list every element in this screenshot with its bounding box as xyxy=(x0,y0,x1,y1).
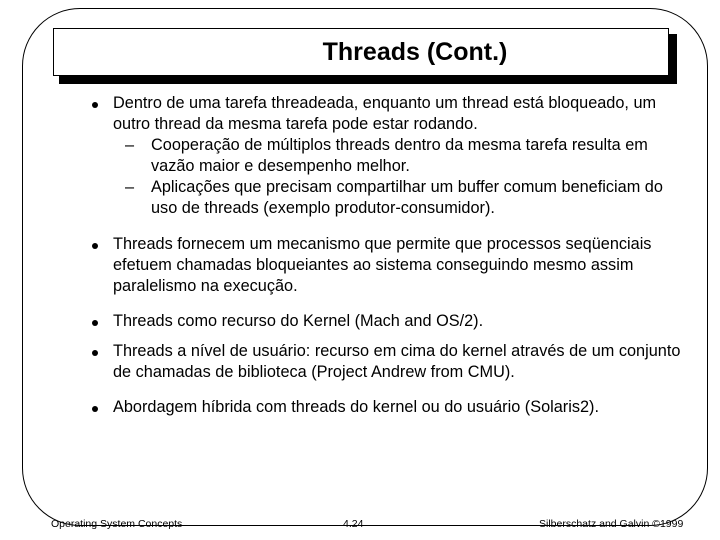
bullet-4-text: Threads a nível de usuário: recurso em cima do kernel através de um conjunto de chamadas de biblioteca (Project Andrew from CMU). xyxy=(113,342,681,381)
bullet-dot-icon xyxy=(92,406,98,412)
bullet-dot-icon xyxy=(92,243,98,249)
footer-authors: Silberschatz and Galvin ©1999 xyxy=(539,518,684,530)
slide-content xyxy=(89,93,689,418)
title-box xyxy=(53,28,669,76)
footer-page-number: 4.24 xyxy=(343,518,364,530)
dash-icon: – xyxy=(125,136,135,154)
bullet-5-text: Abordagem híbrida com threads do kernel ou do usuário (Solaris2). xyxy=(113,398,599,416)
bullet-5 xyxy=(89,397,689,418)
slide-title: Threads (Cont.) xyxy=(322,37,508,66)
bullet-3-text: Threads como recurso do Kernel (Mach and OS/2). xyxy=(113,312,484,330)
sub-bullet-1 xyxy=(125,135,689,177)
bullet-dot-icon xyxy=(92,320,98,326)
sub-bullet-2 xyxy=(125,177,689,219)
sub-bullet-1-text: Cooperação de múltiplos threads dentro da mesma tarefa resulta em vazão maior e desempenho melhor. xyxy=(151,136,648,175)
bullet-4 xyxy=(89,341,689,383)
footer-book-title: Operating System Concepts xyxy=(51,518,183,530)
bullet-3 xyxy=(89,311,689,332)
bullet-dot-icon xyxy=(92,350,98,356)
bullet-2-text: Threads fornecem um mecanismo que permite que processos seqüenciais efetuem chamadas bloqueiantes ao sistema conseguindo mesmo assim paralelismo na execução. xyxy=(113,235,652,295)
bullet-1-text: Dentro de uma tarefa threadeada, enquanto um thread está bloqueado, um outro thread da mesma tarefa pode estar rodando. xyxy=(113,94,657,133)
sub-bullet-2-text: Aplicações que precisam compartilhar um buffer comum beneficiam do uso de threads (exemplo produtor-consumidor). xyxy=(151,178,663,217)
dash-icon: – xyxy=(125,178,135,196)
bullet-dot-icon xyxy=(92,102,98,108)
bullet-2 xyxy=(89,234,689,297)
bullet-1 xyxy=(89,93,689,135)
